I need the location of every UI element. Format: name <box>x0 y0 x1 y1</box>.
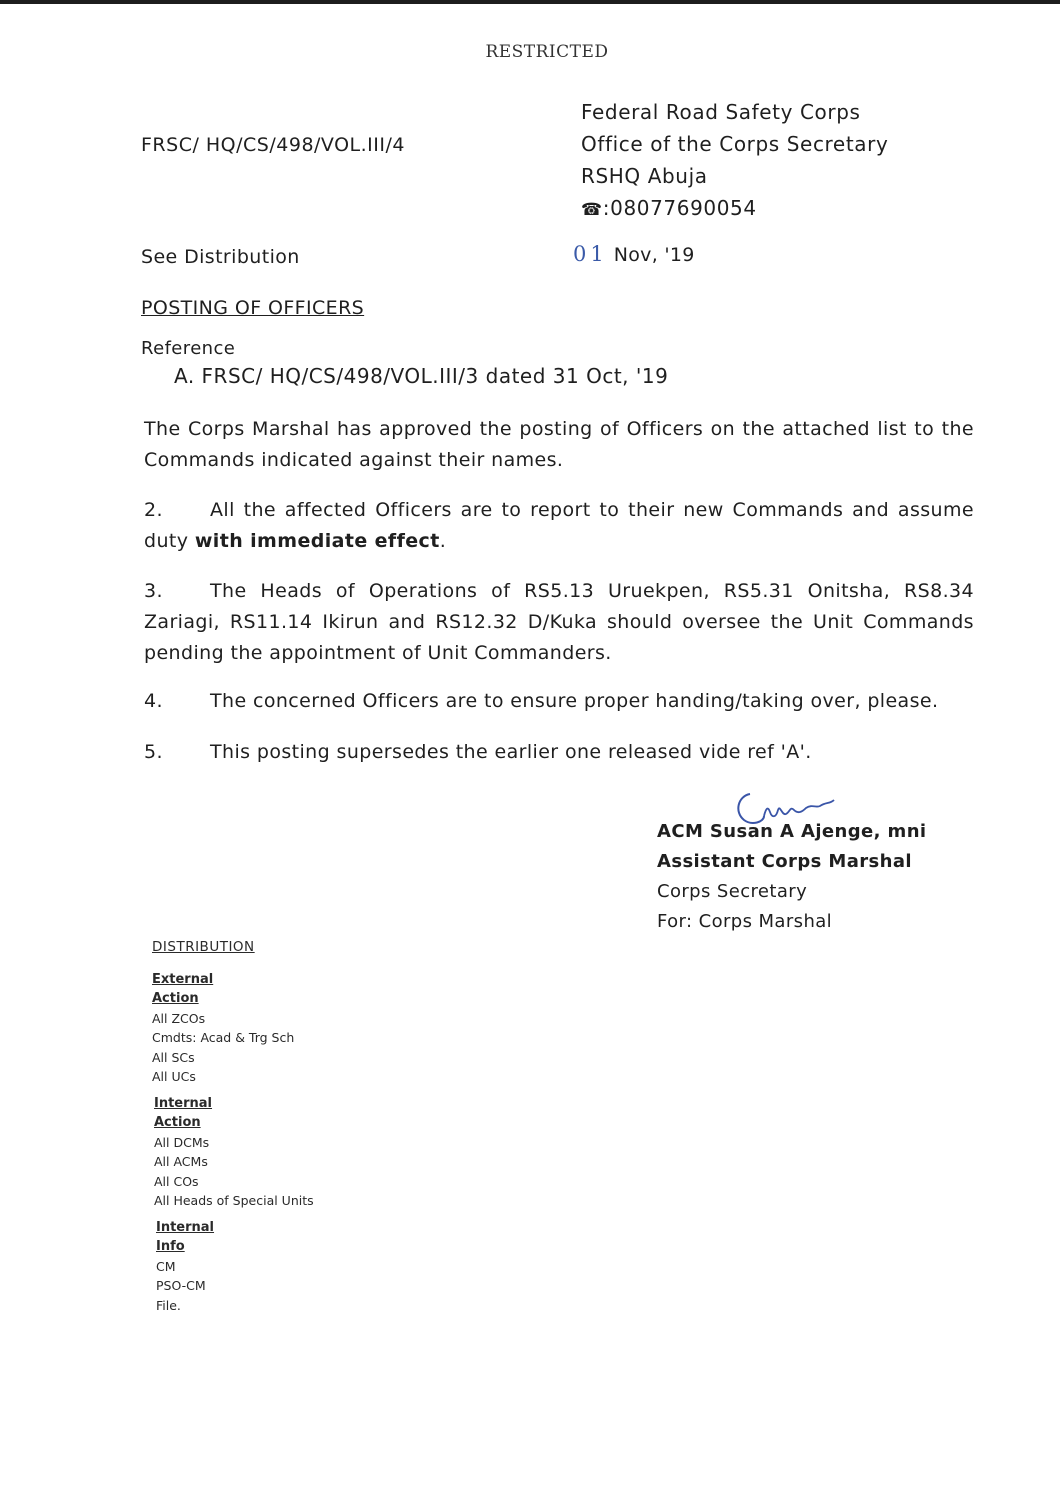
list-item: All COs <box>154 1173 199 1189</box>
date-month-year: Nov, '19 <box>613 244 695 266</box>
internal-action-group <box>154 1094 314 1211</box>
internal-info-subheading: Info <box>156 1239 185 1254</box>
paragraph-3-number: 3. <box>144 580 163 602</box>
date-day-handwritten: 01 <box>573 242 608 266</box>
paragraph-2-text: All the affected Officers are to report to their new Commands and assume duty <box>144 499 974 552</box>
paragraph-2-end: . <box>439 530 447 552</box>
list-item: All Heads of Special Units <box>154 1193 314 1208</box>
address-line-2: Office of the Corps Secretary <box>581 132 889 156</box>
paragraph-5-number: 5. <box>144 741 163 763</box>
list-item: All ACMs <box>154 1154 208 1169</box>
signatory-for: For: Corps Marshal <box>657 911 833 932</box>
address-line-1: Federal Road Safety Corps <box>581 100 861 124</box>
list-item: PSO-CM <box>156 1278 206 1293</box>
signatory-office: Corps Secretary <box>657 881 808 902</box>
subject-heading: POSTING OF OFFICERS <box>141 297 365 319</box>
external-action-group <box>152 970 314 1087</box>
sender-address <box>581 96 888 226</box>
phone-icon: ☎ <box>581 200 603 220</box>
signatory-name: ACM Susan A Ajenge, mni <box>657 821 927 842</box>
reference-number: FRSC/ HQ/CS/498/VOL.III/4 <box>141 134 405 156</box>
paragraph-5-text: This posting supersedes the earlier one released vide ref 'A'. <box>210 741 812 763</box>
list-item: All ZCOs <box>152 1010 206 1026</box>
external-action-heading: Action <box>152 991 199 1006</box>
phone-number: :08077690054 <box>602 196 757 220</box>
paragraph-2 <box>144 495 974 557</box>
list-item: File. <box>156 1297 181 1313</box>
addressee: See Distribution <box>141 246 300 268</box>
list-item: All SCs <box>152 1049 195 1065</box>
letter-date <box>573 242 695 266</box>
internal-heading: Internal <box>154 1095 213 1111</box>
list-item: CM <box>156 1258 176 1274</box>
paragraph-4-text: The concerned Officers are to ensure proper handing/taking over, please. <box>210 690 939 712</box>
top-border-rule <box>0 0 1060 4</box>
internal-action-heading: Action <box>154 1115 201 1130</box>
list-item: All UCs <box>152 1069 196 1084</box>
list-item: Cmdts: Acad & Trg Sch <box>152 1030 295 1045</box>
signatory-block <box>657 817 927 937</box>
paragraph-2-emphasis: with immediate effect <box>194 530 440 552</box>
paragraph-2-number: 2. <box>144 499 163 521</box>
distribution-list <box>152 938 314 1322</box>
address-line-3: RSHQ Abuja <box>581 164 708 188</box>
signatory-rank: Assistant Corps Marshal <box>657 851 912 872</box>
external-heading: External <box>152 971 214 987</box>
reference-item-a: A. FRSC/ HQ/CS/498/VOL.III/3 dated 31 Oct, '19 <box>174 364 669 388</box>
paragraph-1: The Corps Marshal has approved the posting of Officers on the attached list to the Commands indicated against their names. <box>144 418 974 471</box>
paragraph-4-number: 4. <box>144 690 163 712</box>
paragraph-5 <box>144 737 974 768</box>
internal-info-heading: Internal <box>156 1219 215 1235</box>
paragraph-3 <box>144 576 974 669</box>
paragraph-4 <box>144 686 974 717</box>
internal-info-group <box>156 1218 314 1316</box>
list-item: All DCMs <box>154 1134 210 1150</box>
phone-line <box>581 192 888 226</box>
reference-heading: Reference <box>141 338 236 359</box>
paragraph-3-text: The Heads of Operations of RS5.13 Uruekpen, RS5.31 Onitsha, RS8.34 Zariagi, RS11.14 Ikirun and RS12.32 D/Kuka should oversee the Unit Commands pending the appointment of Unit Commanders. <box>144 580 974 664</box>
classification-label: RESTRICTED <box>485 42 609 62</box>
distribution-title: DISTRIBUTION <box>152 939 255 955</box>
